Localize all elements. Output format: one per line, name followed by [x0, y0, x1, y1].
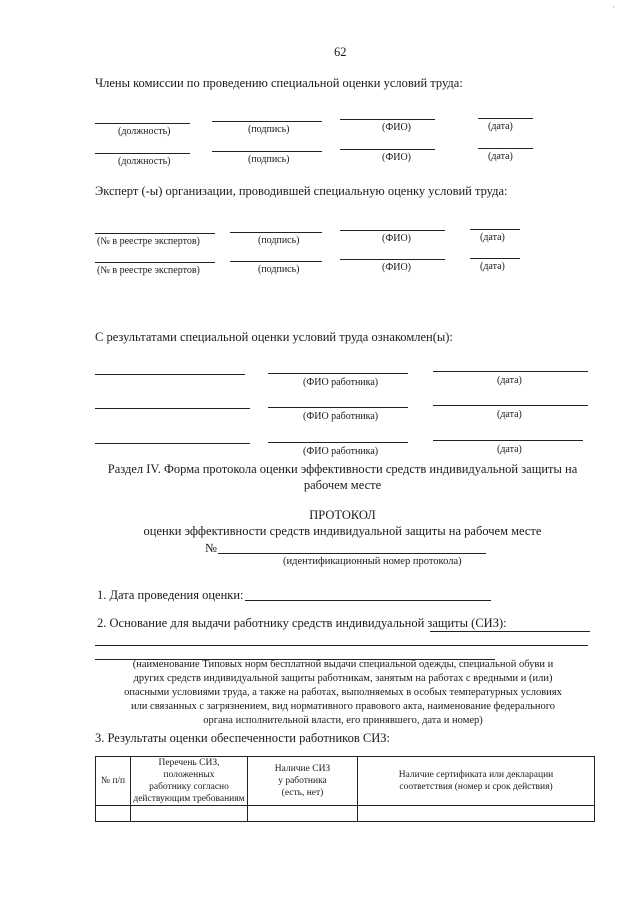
worker-fio-caption: (ФИО работника): [303, 377, 379, 388]
acquaint-heading: С результатами специальной оценки условий труда ознакомлен(ы):: [95, 330, 453, 344]
fio-caption: (ФИО): [382, 122, 412, 133]
protocol-number-caption: (идентификационный номер протокола): [283, 556, 462, 567]
registry-caption: (№ в реестре экспертов): [97, 236, 200, 247]
scan-mark: ·: [612, 2, 615, 12]
date-caption: (дата): [497, 444, 522, 455]
signature-line[interactable]: [212, 151, 322, 152]
table-row: [96, 806, 595, 822]
date-line[interactable]: [433, 440, 583, 441]
col-certificate-header: Наличие сертификата или декларации соответствия (номер и срок действия): [358, 757, 595, 806]
basis-line-2[interactable]: [95, 645, 588, 646]
date-line[interactable]: [433, 405, 588, 406]
fio-line[interactable]: [340, 119, 435, 120]
item-assessment-date: 1. Дата проведения оценки:: [97, 588, 244, 602]
registry-line[interactable]: [95, 262, 215, 263]
position-line[interactable]: [95, 153, 190, 154]
date-caption: (дата): [497, 409, 522, 420]
date-line[interactable]: [478, 148, 533, 149]
expert-heading: Эксперт (-ы) организации, проводившей специальную оценку условий труда:: [95, 184, 508, 198]
date-caption: (дата): [480, 232, 505, 243]
basis-note-line-1: (наименование Типовых норм бесплатной выдачи специальной одежды, специальной обуви и: [132, 659, 554, 670]
fio-caption: (ФИО): [382, 152, 412, 163]
assessment-date-line[interactable]: [245, 600, 491, 601]
protocol-subtitle: оценки эффективности средств индивидуальной защиты на рабочем месте: [143, 524, 542, 538]
fio-line[interactable]: [340, 149, 435, 150]
cell-certificate[interactable]: [358, 806, 595, 822]
table-header-row: [96, 757, 595, 806]
date-caption: (дата): [488, 121, 513, 132]
commission-heading: Члены комиссии по проведению специальной оценки условий труда:: [95, 76, 463, 90]
position-caption: (должность): [118, 156, 171, 167]
fio-line[interactable]: [340, 259, 445, 260]
section-title-line-1: Раздел IV. Форма протокола оценки эффективности средств индивидуальной защиты на: [107, 462, 578, 476]
date-line[interactable]: [470, 229, 520, 230]
fio-caption: (ФИО): [382, 233, 412, 244]
basis-note-line-5: органа исполнительной власти, его принявшего, дата и номер): [203, 715, 483, 726]
worker-fio-caption: (ФИО работника): [303, 446, 379, 457]
worker-fio-line[interactable]: [268, 407, 408, 408]
worker-fio-line[interactable]: [268, 373, 408, 374]
protocol-number-line[interactable]: [218, 553, 486, 554]
page-number: 62: [334, 45, 347, 59]
date-line[interactable]: [470, 258, 520, 259]
date-line[interactable]: [478, 118, 533, 119]
item-basis: 2. Основание для выдачи работнику средств индивидуальной защиты (СИЗ):: [97, 616, 507, 630]
signature-line[interactable]: [230, 232, 322, 233]
worker-signature-line[interactable]: [95, 374, 245, 375]
cell-ppe-list[interactable]: [131, 806, 248, 822]
col-number-header: № п/п: [96, 757, 131, 806]
date-caption: (дата): [488, 151, 513, 162]
position-caption: (должность): [118, 126, 171, 137]
position-line[interactable]: [95, 123, 190, 124]
signature-caption: (подпись): [258, 264, 300, 275]
date-caption: (дата): [497, 375, 522, 386]
cell-number[interactable]: [96, 806, 131, 822]
basis-note-line-2: других средств индивидуальной защиты работникам, занятым на работах с вредными и (или): [133, 673, 553, 684]
registry-caption: (№ в реестре экспертов): [97, 265, 200, 276]
col-availability-header: Наличие СИЗ у работника (есть, нет): [248, 757, 358, 806]
registry-line[interactable]: [95, 233, 215, 234]
signature-caption: (подпись): [248, 154, 290, 165]
date-caption: (дата): [480, 261, 505, 272]
signature-line[interactable]: [230, 261, 322, 262]
worker-signature-line[interactable]: [95, 408, 250, 409]
date-line[interactable]: [433, 371, 588, 372]
basis-note-line-4: или связанных с загрязнением, вид нормативного правового акта, наименование федерального: [130, 701, 556, 712]
worker-fio-line[interactable]: [268, 442, 408, 443]
section-title-line-2: рабочем месте: [303, 478, 382, 492]
item-results: 3. Результаты оценки обеспеченности работников СИЗ:: [95, 731, 390, 745]
col-ppe-list-header: Перечень СИЗ, положенных работнику согласно действующим требованиям: [131, 757, 248, 806]
signature-line[interactable]: [212, 121, 322, 122]
ppe-results-table: [95, 756, 595, 822]
protocol-number-sign: №: [205, 541, 217, 555]
fio-line[interactable]: [340, 230, 445, 231]
protocol-title: ПРОТОКОЛ: [309, 508, 376, 522]
fio-caption: (ФИО): [382, 262, 412, 273]
basis-note-line-3: опасными условиями труда, а также на работах, выполняемых в особых температурных условиях: [124, 687, 562, 698]
basis-line-1[interactable]: [430, 631, 590, 632]
signature-caption: (подпись): [248, 124, 290, 135]
signature-caption: (подпись): [258, 235, 300, 246]
worker-fio-caption: (ФИО работника): [303, 411, 379, 422]
worker-signature-line[interactable]: [95, 443, 250, 444]
cell-availability[interactable]: [248, 806, 358, 822]
